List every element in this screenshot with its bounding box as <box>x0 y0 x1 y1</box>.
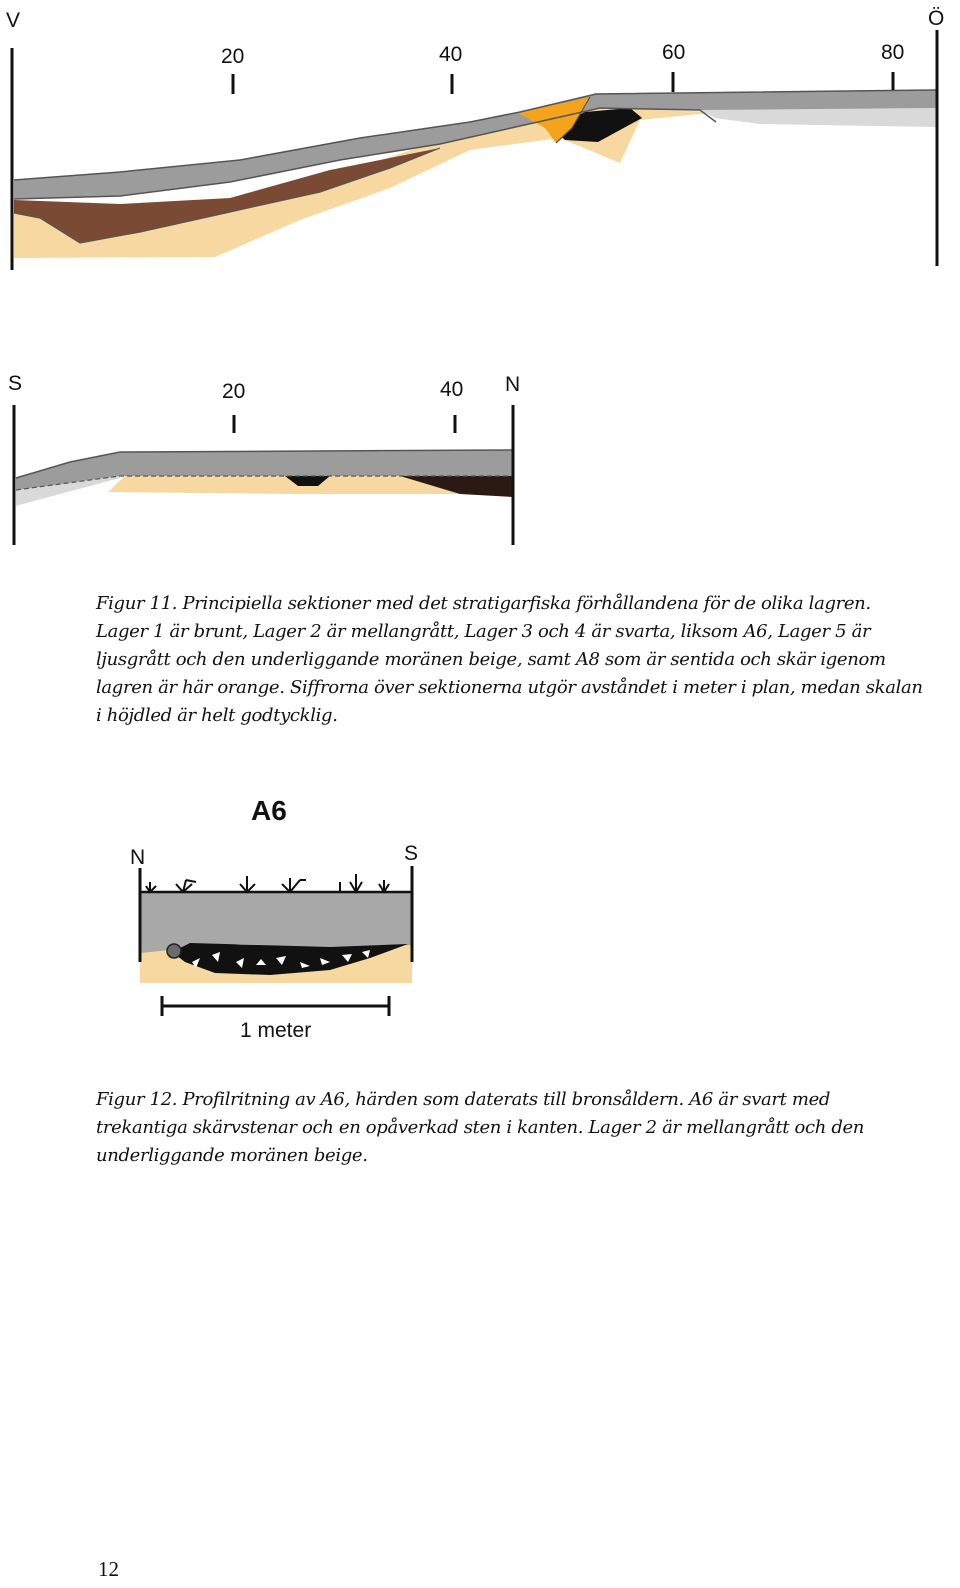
unaffected-stone <box>167 944 181 958</box>
figure-11-caption: Figur 11. Principiella sektioner med det stratigarfiska förhållandena för de olika lagren. Lager 1 är brunt, Lager 2 är mellangrått, Lager 3 och 4 är svarta, liksom A6, Lager 5 är ljusgrått och den underliggande moränen beige, samt A8 som är sentida och skär igenom lagren är här orange. Siffrorna över sektionerna utgör avståndet i meter i plan, medan skalan i höjdled är helt godtycklig. <box>96 593 923 726</box>
east-label: Ö <box>928 7 945 30</box>
distance-label-20: 20 <box>221 45 245 68</box>
vegetation-symbols <box>146 874 389 892</box>
a6-north-label: N <box>130 846 146 869</box>
a6-title: A6 <box>251 795 287 826</box>
south-label: S <box>8 372 23 395</box>
layer5-lightgray <box>700 108 936 127</box>
distance-label-40: 40 <box>440 378 464 401</box>
page-number: 12 <box>98 1557 119 1581</box>
a6-south-label: S <box>404 842 419 865</box>
north-label: N <box>505 373 521 396</box>
distance-label-80: 80 <box>881 41 905 64</box>
a6-profile-drawing <box>0 860 960 1020</box>
distance-label-20: 20 <box>222 380 246 403</box>
scale-label: 1 meter <box>240 1019 312 1042</box>
section-s-n-drawing <box>0 360 960 560</box>
layer2-midgray <box>140 893 412 953</box>
west-label: V <box>6 9 21 32</box>
distance-label-40: 40 <box>439 43 463 66</box>
section-v-o-drawing <box>0 0 960 290</box>
figure-12-caption: Figur 12. Profilritning av A6, härden som daterats till bronsåldern. A6 är svart med trekantiga skärvstenar och en opåverkad sten i kanten. Lager 2 är mellangrått och den underliggande moränen beige. <box>96 1089 865 1166</box>
distance-label-60: 60 <box>662 41 686 64</box>
